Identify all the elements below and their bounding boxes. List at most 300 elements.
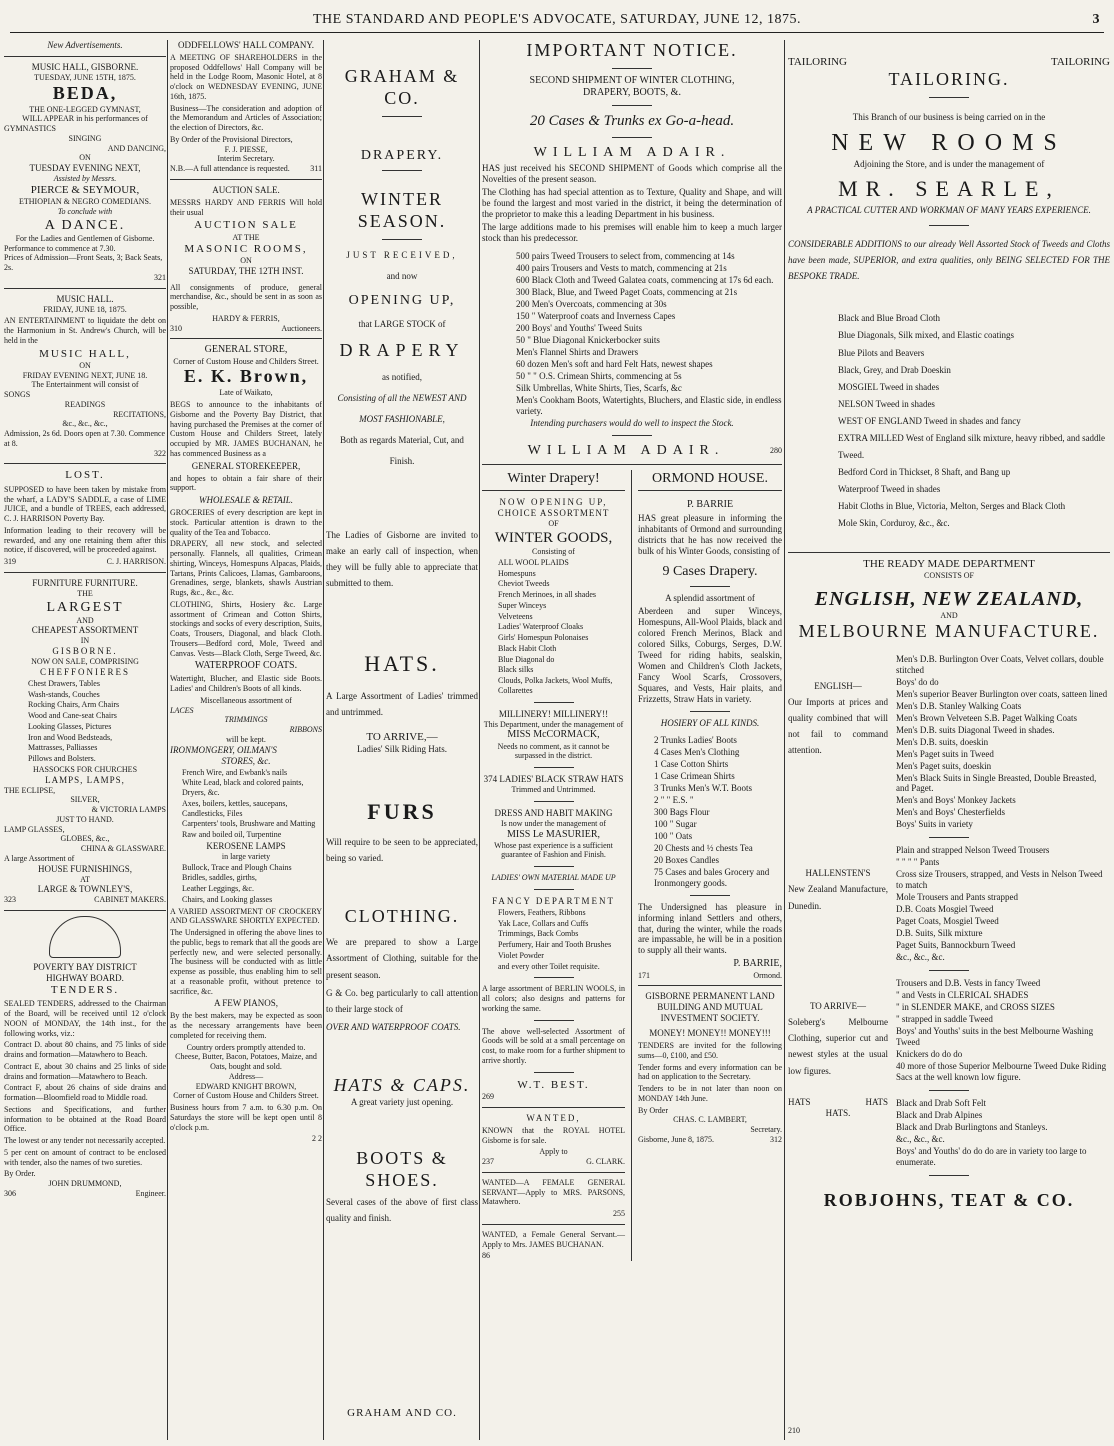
text: MESSRS HARDY AND FERRIS Will hold their usual (170, 197, 322, 217)
text: THE ECLIPSE, (4, 785, 56, 795)
list-item: 3 Trunks Men's W.T. Boots (654, 782, 752, 793)
text: GLOBES, &c., (60, 834, 110, 844)
text: Address— (228, 1071, 264, 1081)
headline: GISBORNE PERMANENT LAND BUILDING AND MUTUAL INVESTMENT SOCIETY. (645, 991, 775, 1024)
text: SONGS (4, 390, 31, 400)
list-item: &c., &c., &c. (896, 1133, 945, 1144)
oddfellows-ad (170, 40, 322, 174)
list-item: Waterproof Tweed in shades (838, 484, 941, 495)
text: Interim Secretary. (217, 154, 275, 164)
headline: ORMOND HOUSE. (638, 470, 782, 491)
text: Assisted by Messrs. (53, 174, 117, 184)
list-item: 100 " Sugar (654, 818, 697, 829)
headline: WANTED, (526, 1112, 581, 1123)
text: in large variety (221, 851, 271, 861)
signature: HARDY & FERRIS, (212, 313, 280, 323)
column-1 (4, 40, 166, 1440)
headline: HIGHWAY BOARD. (46, 972, 124, 983)
text: MILLINERY! MILLINERY!! (498, 708, 609, 719)
ad-number: 280 (770, 445, 782, 455)
text: HOSIERY OF ALL KINDS. (660, 718, 760, 728)
headline: TAILORING. (888, 69, 1010, 90)
text: LAMPS, LAMPS, (45, 774, 125, 785)
list-item: Black, Grey, and Drab Doeskin (838, 364, 951, 375)
furniture-list (4, 679, 166, 764)
text: DRAPERY, BOOTS, &. (583, 87, 681, 99)
text: 20 Cases & Trunks ex Go-a-head. (529, 113, 735, 130)
ironmongery-list (170, 768, 322, 840)
hats-list (888, 1097, 1110, 1169)
text: A large Assortment of (4, 853, 75, 863)
text: P. BARRIE (686, 499, 734, 511)
list-item: " in SLENDER MAKE, and CROSS SIZES (896, 1001, 1055, 1012)
text: Tenders to be in not later than noon on MONDAY 14th June. (638, 1084, 782, 1103)
list-item: Men's Paget suits in Tweed (896, 748, 994, 759)
list-item: " " " " Pants (896, 857, 940, 868)
text: Corner of Custom House and Childers Street. (173, 356, 319, 366)
signature: F. J. PIESSE, (224, 144, 268, 154)
headline: BEDA, (52, 82, 118, 103)
text: Ladies' Silk Riding Hats. (356, 744, 448, 755)
text: LACES (170, 705, 194, 715)
text: SECOND SHIPMENT OF WINTER CLOTHING, (529, 74, 735, 86)
list-item: French Wire, and Ewbank's nails (182, 767, 288, 777)
text: STORES, &c. (221, 755, 271, 766)
text: and now (386, 270, 418, 281)
text: LAMP GLASSES, (4, 824, 65, 834)
text: Adjoining the Store, and is under the management of (853, 158, 1045, 169)
signature: EDWARD KNIGHT BROWN, (195, 1081, 297, 1091)
list-item: 75 Cases and bales Grocery and Ironmongery goods. (654, 866, 770, 888)
list-item: Violet Powder (498, 950, 544, 960)
signature: JOHN DRUMMOND, (48, 1179, 122, 1189)
text: For the Ladies and Gentlemen of Gisborne. (15, 233, 155, 243)
text: Prices of Admission—Front Seats, 3; Back Seats, 2s. (4, 253, 163, 273)
text: HATS. (825, 1107, 851, 1118)
list-item: 500 pairs Tweed Trousers to select from, commencing at 14s (516, 251, 735, 262)
list-item: Raw and boiled oil, Turpentine (182, 830, 282, 840)
text: We are prepared to show a Large Assortment of Clothing, suitable for the present season. (326, 937, 478, 980)
text: GYMNASTICS (4, 124, 57, 134)
ad-number: 269 (482, 1092, 494, 1102)
list-item: 1 Case Crimean Shirts (654, 770, 735, 781)
list-item: 300 Black, Blue, and Tweed Paget Coats, commencing at 21s (516, 287, 738, 298)
text: AT (80, 874, 90, 884)
text: A PRACTICAL CUTTER AND WORKMAN OF MANY YEARS EXPERIENCE. (807, 205, 1091, 216)
text: MISS McCORMACK, (507, 729, 600, 741)
signature: G. CLARK. (586, 1157, 626, 1167)
ad-number: 310 (170, 323, 182, 333)
list-item: Plain and strapped Nelson Tweed Trousers (896, 845, 1050, 856)
list-item: Blue Diagonal do (498, 654, 555, 664)
list-item: Mattrasses, Palliasses (28, 743, 98, 753)
list-item: Knickers do do do (896, 1048, 963, 1059)
list-item: Boys' Suits in variety (896, 819, 973, 830)
list-item: Boys' and Youths' do do do are in variety too large to enumerate. (896, 1145, 1087, 1167)
list-item: WEST OF ENGLAND Tweed in shades and fancy (838, 416, 1021, 427)
date: FRIDAY, JUNE 18, 1875. (43, 304, 127, 314)
headline: DRAPERY. (360, 147, 444, 163)
list-item: Men's Black Suits in Single Breasted, Double Breasted, and Paget. (896, 772, 1097, 794)
text: The Entertainment will consist of (31, 380, 139, 390)
wanted-servant-ad: WANTED—A FEMALE GENERAL SERVANT—Apply to MRS. PARSONS, Matawhero. (482, 1177, 626, 1207)
list-item: Men's D.B. suits, doeskin (896, 736, 989, 747)
text: The Undersigned has pleasure in informing inland Settlers and others, that, during the winter, while the roads are impassable, he will be in a position to supply all their wants. (638, 901, 782, 956)
list-item: Black and Blue Broad Cloth (838, 313, 940, 324)
text: TAILORING (788, 56, 847, 68)
text: Secretary. (750, 1125, 782, 1135)
signature: P. BARRIE, (733, 958, 782, 970)
text: Business hours from 7 a.m. to 6.30 p.m. On Saturdays the store will be kept open until 8 o'clock p.m. (170, 1103, 322, 1132)
text: GENERAL STOREKEEPER, (191, 460, 301, 471)
text: & VICTORIA LAMPS (91, 805, 166, 815)
text: NOW ON SALE, COMPRISING (31, 657, 139, 667)
page-number: 3 (1092, 12, 1100, 27)
text: By Order (638, 1105, 668, 1115)
text: HAS just received his SECOND SHIPMENT of Goods which comprise all the Novelties of the present season. (482, 162, 782, 184)
text: Auctioneers. (281, 323, 322, 333)
text: will be kept. (226, 734, 266, 744)
ad-number: 2 2 (312, 1134, 322, 1144)
text: TENDERS. (50, 983, 120, 996)
text: as notified, (382, 371, 422, 382)
list-item: 4 Cases Men's Clothing (654, 746, 740, 757)
text: Contract E, about 30 chains and 25 links of side drains and formation—Matawhero to Beach. (4, 1061, 166, 1081)
text: HATS (865, 1096, 888, 1107)
ad-number: 322 (154, 448, 166, 458)
text: CHEAPEST ASSORTMENT (31, 625, 139, 636)
text: The lowest or any tender not necessarily accepted. (4, 1136, 166, 1146)
wanted-servant-ad-2: WANTED, a Female General Servant.—Apply to Mrs. JAMES BUCHANAN. (482, 1229, 626, 1249)
list-item: 200 Boys' and Youths' Tweed Suits (516, 323, 642, 334)
text: Both as regards Material, Cut, and (340, 434, 464, 445)
list-item: Wood and Cane-seat Chairs (28, 711, 117, 721)
wanted-hotel-ad (482, 1113, 625, 1167)
list-item: 400 pairs Trousers and Vests to match, commencing at 21s (516, 263, 727, 274)
list-item: Axes, boilers, kettles, saucepans, Candlesticks, Files (182, 798, 288, 818)
masthead-title: THE STANDARD AND PEOPLE'S ADVOCATE, SATURDAY, JUNE 12, 1875. (312, 12, 801, 27)
headline: HATS. (364, 651, 440, 677)
headline: MR. SEARLE, (838, 175, 1060, 201)
list-item: 50 " Blue Diagonal Knickerbocker suits (516, 335, 660, 346)
text: Intending purchasers would do well to inspect the Stock. (530, 418, 734, 429)
ad-number: 86 (482, 1251, 490, 1261)
text: HAS great pleasure in informing the inhabitants of Ormond and surrounding districts that he has now received the bulk of his Winter Goods, consisting of (638, 513, 782, 557)
text: New Zealand Manufacture, Dunedin. (788, 884, 888, 911)
text: CABINET MAKERS. (94, 895, 166, 905)
list-item: Girls' Homespun Polonaises (498, 633, 589, 643)
auction-ad (170, 185, 322, 334)
list-item: Black Habit Cloth (498, 643, 557, 653)
list-item: Black and Drab Burlingtons and Stanleys. (896, 1121, 1048, 1132)
headline: FURS (367, 799, 437, 824)
signature: C. J. HARRISON. (106, 557, 166, 567)
text: TO ARRIVE,— (366, 730, 438, 743)
list-item: 20 Chests and ½ chests Tea (654, 842, 753, 853)
text: OPENING UP, (348, 292, 456, 308)
text: The above well-selected Assortment of Goods will be sold at a small percentage on cost, to make room for a further shipment to arrive shortly. (482, 1026, 626, 1065)
text: GISBORNE. (52, 646, 118, 657)
text: CHINA & GLASSWARE. (80, 844, 166, 854)
list-item: 50 " " O.S. Crimean Shirts, commencing at 5s (516, 371, 682, 382)
ad-number: 321 (154, 272, 166, 282)
general-store-ad (170, 344, 322, 1144)
list-item: Boys' do do (896, 676, 939, 687)
text: G & Co. beg particularly to call attention to their large stock of (326, 987, 478, 1014)
text: Needs no comment, as it cannot be surpassed in the district. (497, 741, 610, 761)
list-item: Trimmings, Back Combs (498, 929, 579, 939)
text: &c., &c., &c., (62, 419, 108, 429)
list-item: ALL WOOL PLAIDS (498, 557, 569, 567)
text: TAILORING (1051, 56, 1110, 68)
headline: CLOTHING. (344, 906, 460, 927)
text: This Branch of our business is being carried on in the (852, 112, 1046, 123)
list-item: 100 " Oats (654, 830, 693, 841)
headline: WILLIAM ADAIR. (533, 144, 731, 160)
ad-number: 319 (4, 557, 16, 567)
list-item: Clouds, Polka Jackets, Wool Muffs, Collarettes (498, 676, 613, 695)
furniture-ad (4, 578, 166, 905)
list-item: Men's Paget suits, doeskin (896, 760, 992, 771)
text: CONSISTS OF (923, 570, 974, 580)
ad-number: 171 (638, 970, 650, 980)
column-5 (788, 40, 1110, 1440)
text: 9 Cases Drapery. (662, 564, 758, 580)
signature: CHAS. C. LAMBERT, (673, 1115, 747, 1125)
list-item: Blue Pilots and Beavers (838, 347, 925, 358)
column-3 (326, 40, 478, 1440)
text: Watertight, Blucher, and Elastic side Boots. Ladies' and Children's Boots of all kinds. (170, 674, 322, 694)
list-item: &c., &c., &c. (896, 952, 945, 963)
text: AUCTION SALE (194, 219, 298, 232)
text: MISS Le MASURIER, (506, 828, 601, 840)
land-society-ad (638, 991, 782, 1144)
text: The Undersigned in offering the above lines to the public, begs to remark that all the goods are perfectly new, and were selected personally. The business will be conducted with as little expense as possible, thus enabling him to sell at a reasonable profit, without pretence to sacrifice, &c. (170, 928, 322, 996)
headline: ODDFELLOWS' HALL COMPANY. (177, 40, 315, 50)
venue: MUSIC HALL. (56, 293, 114, 304)
text: By Order. (4, 1169, 36, 1179)
date: Gisborne, June 8, 1875. (638, 1134, 714, 1144)
text: BEGS to announce to the inhabitants of Gisborne and the Poverty Bay District, that having purchased the Premises at the corner of Custom House and Childers Street, lately occupied by MR. JAMES BUCHANAN, he has commenced Business as a (170, 400, 322, 458)
list-item: Chairs, and Looking glasses (182, 894, 273, 904)
list-item: Black and Drab Soft Felt (896, 1097, 986, 1108)
text: AN ENTERTAINMENT to liquidate the debt on the Harmonium in St. Andrew's Church, will be held in the (4, 316, 166, 345)
text: A large assortment of BERLIN WOOLS, in all colors; also designs and patterns for working the same. (482, 984, 626, 1013)
firm-name: GRAHAM & CO. (344, 66, 460, 108)
ad-number: 306 (4, 1188, 16, 1198)
text: AND (940, 611, 958, 621)
text: MASONIC ROOMS, (184, 242, 308, 255)
text: ON (79, 360, 91, 370)
list-item: Perfumery, Hair and Tooth Brushes (498, 940, 612, 950)
text: AT THE (232, 232, 260, 242)
list-item: 1 Case Cotton Shirts (654, 758, 729, 769)
text: MOST FASHIONABLE, (359, 413, 445, 424)
highway-board-ad (4, 916, 166, 1199)
text: By Order of the Provisional Directors, (170, 134, 293, 144)
list-item: Pillows and Bolsters. (28, 754, 96, 764)
headline: FURNITURE FURNITURE. (32, 577, 138, 588)
text: A splendid assortment of (665, 593, 755, 604)
list-item: Men's and Boys' Chesterfields (896, 807, 1005, 818)
headline: IMPORTANT NOTICE. (526, 40, 738, 60)
list-item: 40 more of those Superior Melbourne Tweed Duke Riding Sacs at the well known low figure. (896, 1060, 1107, 1082)
venue: MUSIC HALL, GISBORNE. (31, 61, 139, 72)
text: Trimmed and Untrimmed. (511, 785, 596, 795)
headline: POVERTY BAY DISTRICT (33, 961, 137, 972)
headline: MELBOURNE MANUFACTURE. (798, 620, 1100, 641)
text: DRAPERY, all new stock, and selected personally. Flannels, all qualities, Crimean shirting, Winceys, Homespuns Alpacas, Plaids, Tartans, Prints Calicoes, Llamas, Gambaroons, Grenadines, serge, blankets, shawls Austrian Rugs, &c., &c., &c. (170, 539, 322, 598)
ad-number: 323 (4, 895, 16, 905)
text: TENDERS are invited for the following sums—0, £100, and £50. (638, 1041, 782, 1060)
winter-goods-list (482, 558, 625, 696)
list-item: Men's D.B. Stanley Walking Coats (896, 700, 1022, 711)
text: The Clothing has had special attention as to Texture, Quality and Shape, and will be found the largest and most varied in the district, it being the determination of the proprietor to make this a leading Department in his business. (482, 186, 782, 219)
headline: DRAPERY (339, 339, 465, 360)
text: Business—The consideration and adoption of the Memorandum and Articles of Association; the election of Directors, &c. (170, 103, 322, 133)
text: All consignments of produce, general merchandise, &c., should be sent in as soon as possible, (170, 282, 322, 312)
column-2 (170, 40, 322, 1440)
text: Tender forms and every information can be had on application to the Secretary. (638, 1062, 782, 1082)
ad-number: 312 (770, 1134, 782, 1144)
list-item: 60 dozen Men's soft and hard Felt Hats, newest shapes (516, 359, 713, 370)
text: N.B.—A full attendance is requested. (170, 164, 290, 174)
text: ON (79, 153, 91, 163)
list-item: Men's D.B. Burlington Over Coats, Velvet collars, double stitched (896, 653, 1104, 675)
fancy-list (482, 908, 625, 972)
text: HATS (788, 1096, 811, 1107)
text: SATURDAY, THE 12TH INST. (188, 265, 304, 276)
signature: W.T. BEST. (517, 1078, 590, 1091)
list-item: Looking Glasses, Pictures (28, 721, 112, 731)
text: HALLENSTEN'S (805, 868, 871, 879)
list-item: Wash-stands, Couches (28, 689, 100, 699)
text: 5 per cent on amount of contract to be enclosed with tender, also the names of two sureties. (4, 1147, 166, 1167)
subtitle: THE ONE-LEGGED GYMNAST, (29, 104, 141, 114)
list-item: Mole Skin, Corduroy, &c., &c. (838, 518, 950, 529)
text: The Ladies of Gisborne are invited to make an early call of inspection, when they will be fully able to appreciate that submitted to them. (326, 529, 478, 589)
list-item: NELSON Tweed in shades (838, 399, 935, 410)
text: SUPPOSED to have been taken by mistake from the wharf, a LADY'S SADDLE, a case of LIME JUICE, and a bundle of TREES, each addressed, C. J. HARRISON Poverty Bay. (4, 484, 166, 524)
headline: Winter Drapery! (482, 470, 625, 491)
headline: WINTER SEASON. (357, 188, 447, 231)
column-rule (167, 40, 168, 1440)
text: ETHIOPIAN & NEGRO COMEDIANS. (19, 197, 151, 207)
text: Is now under the management of (500, 818, 607, 828)
list-item: Men's and Boys' Monkey Jackets (896, 795, 1016, 806)
text: Late of Waikato, (219, 388, 273, 398)
music-hall-ad (4, 294, 166, 459)
text: KNOWN that the ROYAL HOTEL Gisborne is for sale. (482, 1125, 626, 1145)
text: A DANCE. (44, 217, 126, 233)
text: ENGLISH— (814, 680, 862, 691)
list-item: " strapped in saddle Tweed (896, 1013, 993, 1024)
text: TO ARRIVE— (809, 1001, 867, 1012)
text: TUESDAY EVENING NEXT, (29, 163, 141, 174)
column-rule (479, 40, 480, 1440)
column-rule (784, 40, 785, 1440)
hallensten-list (888, 844, 1110, 964)
english-list (888, 653, 1110, 832)
text: Sections and Specifications, and further information to be obtained at the Road Board Office. (4, 1104, 166, 1134)
list-item: Habit Cloths in Blue, Victoria, Melton, Serges and Black Cloth (838, 501, 1066, 512)
list-item: White Lead, black and colored paints, Dryers, &c. (182, 778, 304, 798)
list-item: Bridles, saddles, girths, (182, 873, 257, 883)
ormond-stock-list (638, 735, 782, 889)
list-item: Bedford Cord in Thickset, 8 Shaft, and Bang up (838, 466, 1011, 477)
list-item: Cheviot Tweeds (498, 579, 550, 589)
list-item: Bullock, Trace and Plough Chains (182, 862, 292, 872)
text: WHOLESALE & RETAIL. (198, 495, 294, 506)
text: To conclude with (57, 207, 113, 217)
text: SILVER, (70, 795, 100, 805)
text: AND (76, 615, 94, 625)
text: SINGING (68, 133, 102, 143)
text: PIERCE & SEYMOUR, (30, 183, 140, 196)
section-title: New Advertisements. (47, 40, 123, 50)
text: Performance to commence at 7.30. (4, 243, 116, 253)
text: AND DANCING, (107, 143, 166, 153)
text: Ormond. (753, 970, 782, 980)
list-item: D.B. Coats Mosgiel Tweed (896, 904, 994, 915)
text: SEALED TENDERS, addressed to the Chairman of the Board, will be received until 12 o'clock NOON of MONDAY, the 14th inst., for the following works, viz.: (4, 999, 166, 1038)
text: NOW OPENING UP, (499, 497, 608, 508)
text: This Department, under the management of (483, 719, 624, 729)
headline: GENERAL STORE, (204, 344, 288, 356)
ad-number: 255 (613, 1209, 626, 1219)
text: Admission, 2s 6d. Doors open at 7.30. Commence at 8. (4, 429, 166, 448)
text: Cheese, Butter, Bacon, Potatoes, Maize, and Oats, bought and sold. (175, 1052, 317, 1072)
list-item: D.B. Suits, Silk mixture (896, 928, 983, 939)
list-item: 150 " Waterproof coats and Inverness Capes (516, 311, 676, 322)
ormond-house-ad (638, 470, 782, 1261)
list-item: Super Winceys (498, 600, 547, 610)
text: CHOICE ASSORTMENT (497, 508, 610, 519)
beda-ad (4, 62, 166, 283)
text: Will require to be seen to be appreciated, being so varied. (326, 836, 478, 864)
list-item: French Merinoes, in all shades (498, 590, 596, 600)
list-item: Carpenters' tools, Brushware and Matting (182, 819, 316, 829)
headline: THE READY MADE DEPARTMENT (863, 557, 1035, 570)
text: A VARIED ASSORTMENT OF CROCKERY AND GLASSWARE SHORTLY EXPECTED. (170, 906, 322, 926)
text: Aberdeen and super Winceys, Homespuns, All-Wool Plaids, black and colored French Merinos, Black and colored Silks, Coburgs, Serges, D.W. Tweed for riding habits, sealskin, Women and Children's Cloth Jackets, Fancy Wool Scarfs, Crossovers, Squares, and Vests, Hair plaits, and Frizzetts, Straw Hats in variety. (638, 606, 782, 705)
headline: ENGLISH, NEW ZEALAND, (814, 587, 1084, 610)
text: A great variety just opening. (350, 1097, 454, 1108)
text: A MEETING OF SHAREHOLDERS in the proposed Oddfellows' Hall Company will be held in the Lodge Room, Masonic Hotel, at 8 o'clock on WEDNESDAY EVENING, JUNE 16th, 1875. (170, 52, 322, 101)
firm-name: GRAHAM AND CO. (347, 1406, 457, 1419)
text: The large additions made to his premises will enable him to keep a much larger stock than his predecessor. (482, 221, 782, 243)
list-item: Men's Brown Velveteen S.B. Paget Walking Coats (896, 712, 1078, 723)
list-item: EXTRA MILLED West of England silk mixture, heavy ribbed, and saddle Tweed. (838, 433, 1106, 460)
ad-number: 237 (482, 1157, 494, 1167)
list-item: Men's Flannel Shirts and Drawers (516, 347, 639, 358)
text: 374 LADIES' BLACK STRAW HATS (483, 774, 624, 785)
headline: E. K. Brown, (183, 366, 309, 387)
list-item: Chest Drawers, Tables (28, 678, 100, 688)
list-item: Ladies' Waterproof Cloaks (498, 622, 584, 632)
list-item: Paget Coats, Mosgiel Tweed (896, 916, 999, 927)
list-item: 2 " " E.S. " (654, 794, 694, 805)
masthead (10, 8, 1104, 33)
list-item: Velveteens (498, 611, 533, 621)
ad-number: 210 (788, 1426, 800, 1436)
text: IN (80, 636, 90, 646)
list-item: 20 Boxes Candles (654, 854, 719, 865)
text: By the best makers, may be expected as soon as the necessary arrangements have been completed for receiving them. (170, 1011, 322, 1040)
list-item: 600 Black Cloth and Tweed Galatea coats, commencing at 17s 6d each. (516, 275, 774, 286)
headline: LOST. (65, 469, 105, 482)
column-4 (482, 40, 782, 1440)
